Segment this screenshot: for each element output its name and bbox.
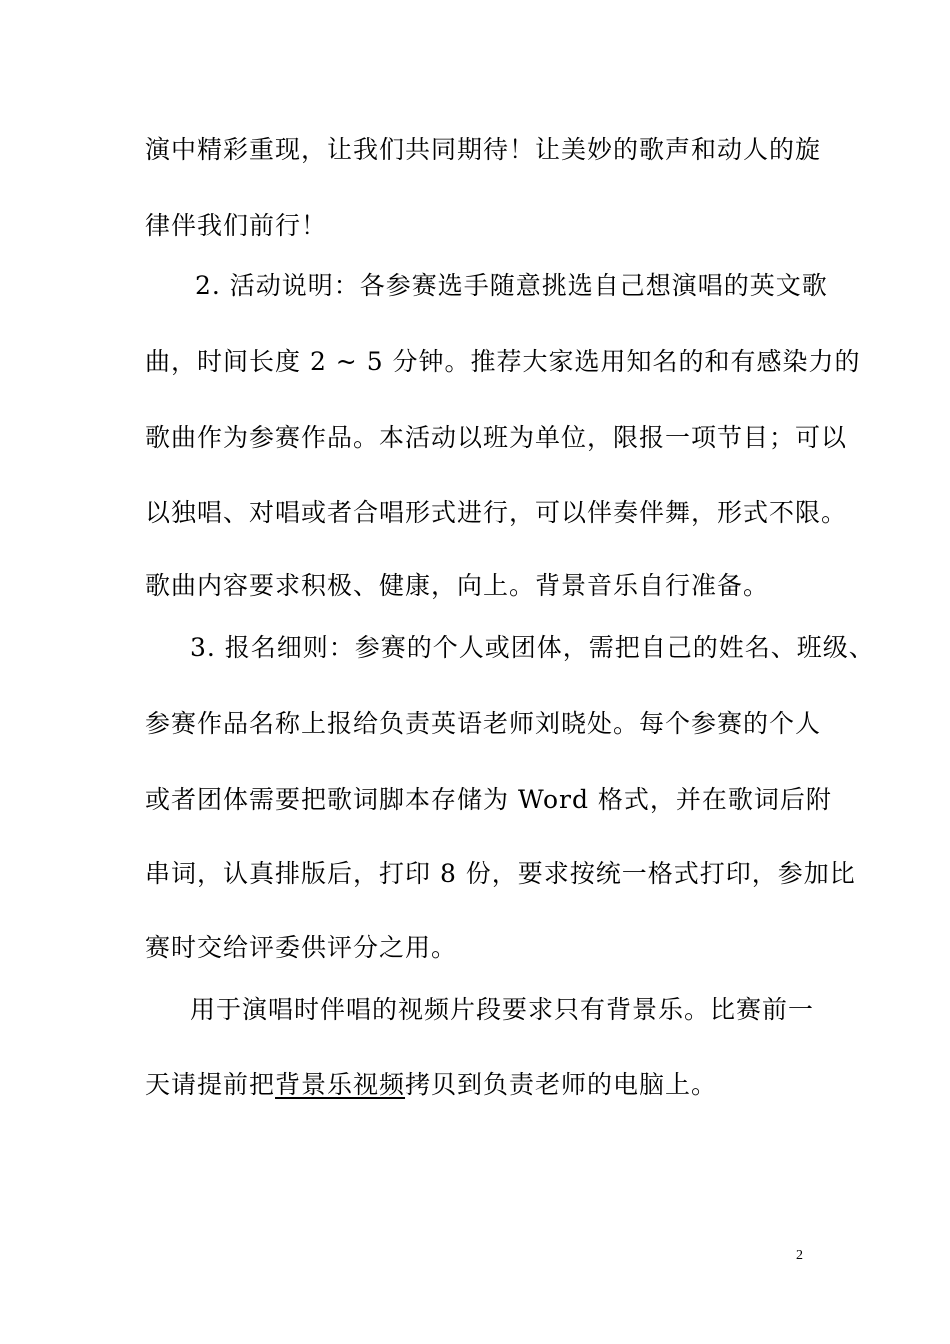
text-line-8: 3. 报名细则：参赛的个人或团体，需把自己的姓名、班级、 <box>190 633 875 662</box>
text-line-12: 赛时交给评委供评分之用。 <box>145 933 458 962</box>
text-line-13: 用于演唱时伴唱的视频片段要求只有背景乐。比赛前一 <box>190 995 815 1024</box>
text-line-7: 歌曲内容要求积极、健康，向上。背景音乐自行准备。 <box>145 571 770 600</box>
text-line-14-after: 拷贝到负责老师的电脑上。 <box>405 1070 718 1099</box>
text-line-5: 歌曲作为参赛作品。本活动以班为单位，限报一项节目；可以 <box>145 423 848 452</box>
text-line-2: 律伴我们前行！ <box>145 211 328 240</box>
text-line-3: 2. 活动说明：各参赛选手随意挑选自己想演唱的英文歌 <box>195 271 828 300</box>
text-line-10: 或者团体需要把歌词脚本存储为 Word 格式，并在歌词后附 <box>145 785 832 814</box>
text-line-14 <box>145 1069 815 1101</box>
text-line-11: 串词，认真排版后，打印 8 份，要求按统一格式打印，参加比 <box>145 859 856 888</box>
text-line-14-before: 天请提前把 <box>145 1070 276 1099</box>
text-line-4: 曲，时间长度 2 ~ 5 分钟。推荐大家选用知名的和有感染力的 <box>145 347 861 376</box>
text-line-9: 参赛作品名称上报给负责英语老师刘晓处。每个参赛的个人 <box>145 709 822 738</box>
underlined-text: 背景乐视频 <box>275 1070 406 1099</box>
page-number: 2 <box>796 1248 803 1263</box>
text-line-6: 以独唱、对唱或者合唱形式进行，可以伴奏伴舞，形式不限。 <box>145 498 848 527</box>
text-line-1: 演中精彩重现，让我们共同期待！让美妙的歌声和动人的旋 <box>145 135 822 164</box>
